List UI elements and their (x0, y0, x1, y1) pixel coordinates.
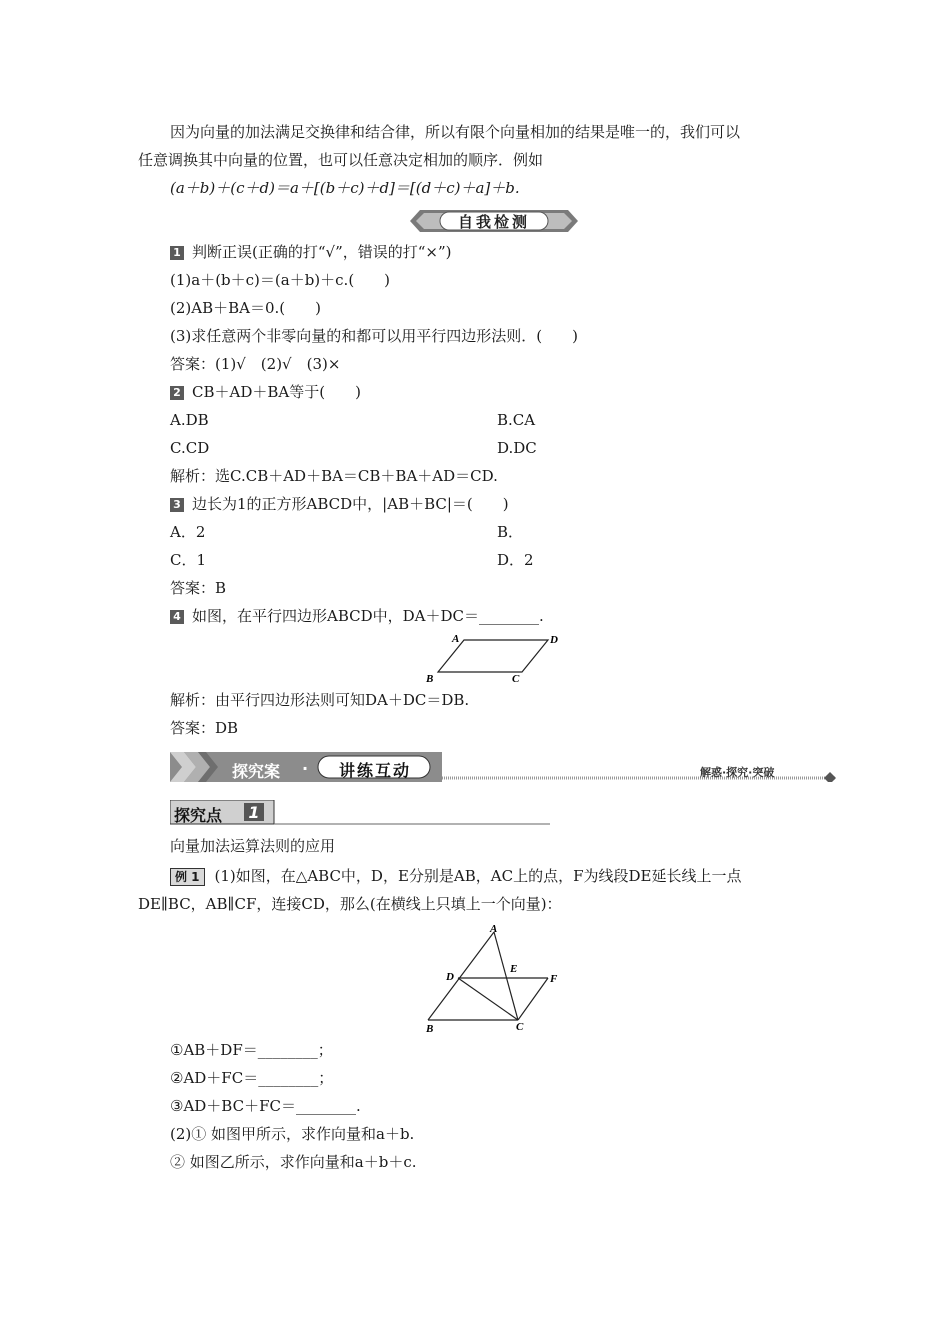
triangle-figure (420, 920, 570, 1036)
topic-heading: 向量加法运算法则的应用 (170, 837, 336, 855)
blank-3: ③AD＋BC＋FC＝________. (170, 1097, 361, 1115)
q2-stem (170, 382, 361, 402)
edge-cf (518, 978, 548, 1020)
label-a: A (452, 633, 460, 645)
q1-number-badge: 1 (170, 246, 184, 260)
label-b: B (426, 673, 434, 685)
part2-2: ② 如图乙所示，求作向量和a＋b＋c. (170, 1153, 417, 1171)
section-subtitle: 解惑·探究·突破 (700, 766, 775, 779)
q4-stem-text: 如图，在平行四边形ABCD中，DA＋DC＝________. (192, 607, 544, 625)
intro-formula: (a＋b)＋(c＋d)＝a＋[(b＋c)＋d]＝[(d＋c)＋a]＋b. (170, 179, 520, 197)
intro-line-1: 因为向量的加法满足交换律和结合律，所以有限个向量相加的结果是唯一的，我们可以 (170, 123, 741, 141)
q2-option-a: A.DB (170, 411, 209, 429)
edge-cd (458, 978, 518, 1020)
label-c: C (516, 1021, 524, 1033)
blank-2: ②AD＋FC＝________； (170, 1069, 334, 1087)
q3-stem-text: 边长为1的正方形ABCD中，|AB＋BC|＝( ) (192, 495, 509, 513)
label-b: B (426, 1023, 434, 1035)
example1-line-1-text: (1)如图，在△ABC中，D，E分别是AB，AC上的点，F为线段DE延长线上一点 (214, 867, 742, 885)
q4-stem (170, 606, 544, 626)
label-a: A (490, 923, 498, 935)
q3-option-d: D．2 (497, 551, 534, 569)
parallelogram-figure (420, 630, 570, 686)
q3-option-b: B． (497, 523, 524, 541)
section-title-left: 探究案 (232, 762, 281, 781)
q1-stem (170, 242, 452, 262)
q3-number-badge: 3 (170, 498, 184, 512)
q2-analysis: 解析：选C.CB＋AD＋BA＝CB＋BA＋AD＝CD. (170, 467, 498, 485)
q4-analysis: 解析：由平行四边形法则可知DA＋DC＝DB. (170, 691, 470, 709)
example1-line-2: DE∥BC，AB∥CF，连接CD，那么(在横线上只填上一个向量)： (138, 895, 562, 913)
section-title-dot: · (302, 759, 309, 778)
q3-option-a: A．2 (170, 523, 206, 541)
edge-ac (494, 932, 518, 1020)
q1-answer: 答案：(1)√ (2)√ (3)× (170, 355, 341, 373)
label-e: E (510, 963, 518, 975)
label-f: F (550, 973, 558, 985)
section-title-right: 讲练互动 (338, 761, 411, 780)
intro-line-2: 任意调换其中向量的位置，也可以任意决定相加的顺序．例如 (138, 151, 544, 169)
example1-line-1 (170, 866, 741, 886)
blank-1: ①AB＋DF＝________； (170, 1041, 333, 1059)
q3-stem (170, 494, 509, 514)
label-d: D (550, 634, 558, 646)
point-number: 1 (248, 803, 260, 822)
q1-item-3: (3)求任意两个非零向量的和都可以用平行四边形法则．( ) (170, 327, 578, 345)
exploration-point-box (170, 800, 550, 826)
q4-answer: 答案：DB (170, 719, 239, 737)
example-badge: 例 1 (170, 868, 205, 886)
label-d: D (446, 971, 454, 983)
edge-ab (428, 932, 494, 1020)
point-label: 探究点 (174, 806, 223, 825)
label-c: C (512, 673, 520, 685)
q1-stem-text: 判断正误(正确的打“√”，错误的打“×”) (192, 243, 452, 261)
q4-number-badge: 4 (170, 610, 184, 624)
q2-number-badge: 2 (170, 386, 184, 400)
q2-option-b: B.CA (497, 411, 536, 429)
q1-item-1: (1)a＋(b＋c)＝(a＋b)＋c.( ) (170, 271, 391, 289)
q3-answer: 答案：B (170, 579, 227, 597)
part2-1: (2)① 如图甲所示，求作向量和a＋b. (170, 1125, 415, 1143)
q2-option-c: C.CD (170, 439, 210, 457)
q2-option-d: D.DC (497, 439, 537, 457)
q3-option-c: C．1 (170, 551, 207, 569)
q2-stem-text: CB＋AD＋BA等于( ) (192, 383, 361, 401)
self-check-title: 自我检测 (457, 213, 530, 231)
q1-item-2: (2)AB＋BA＝0.( ) (170, 299, 321, 317)
